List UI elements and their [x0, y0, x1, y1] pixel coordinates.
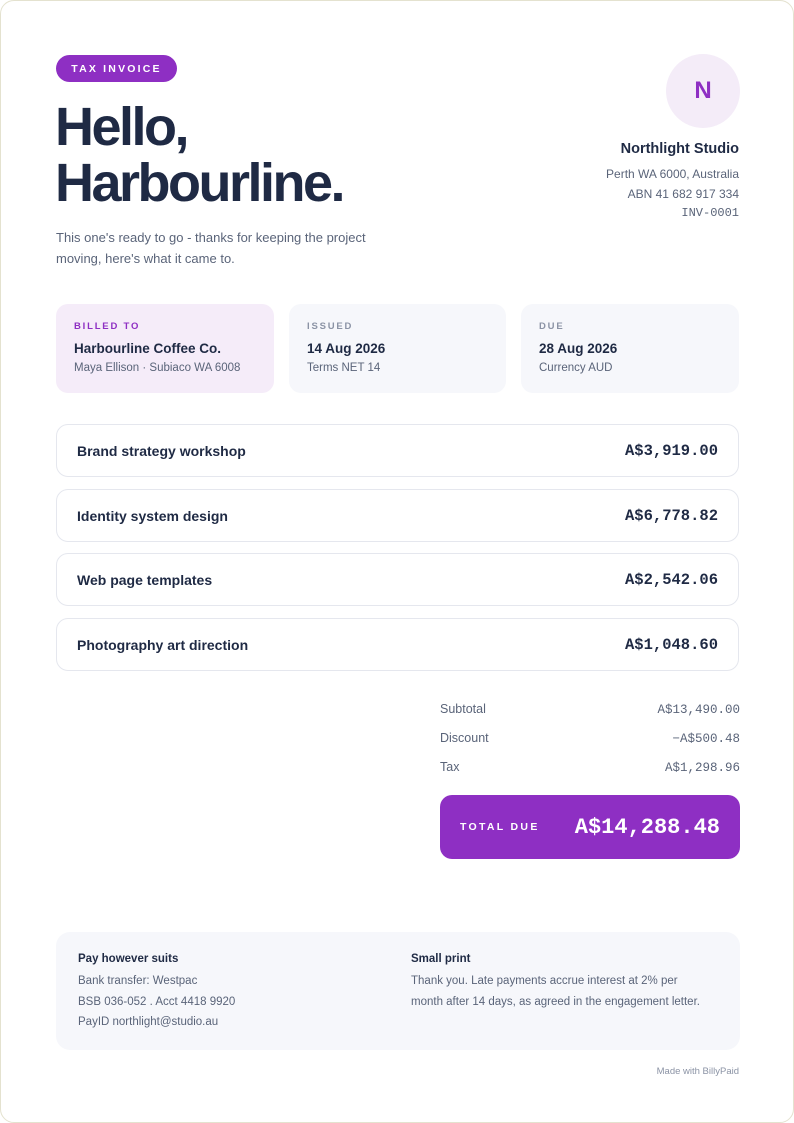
- payment-line-payid: PayID northlight@studio.au: [78, 1016, 219, 1028]
- billed-to-name: Harbourline Coffee Co.: [74, 341, 222, 356]
- line-item-description: Photography art direction: [77, 636, 249, 653]
- discount-value: −A$500.48: [672, 732, 740, 746]
- small-print-heading: Small print: [411, 953, 471, 965]
- sender-abn: ABN 41 682 917 334: [627, 186, 739, 201]
- line-item: [56, 424, 739, 477]
- intro-text: This one's ready to go - thanks for keeping the project moving, here's what it came to.: [56, 230, 366, 266]
- issued-card: [289, 304, 506, 393]
- issued-terms: Terms NET 14: [307, 362, 381, 374]
- payment-info: [78, 953, 378, 1033]
- due-label: DUE: [539, 321, 565, 332]
- line-item: [56, 618, 739, 671]
- line-item-amount: A$1,048.60: [624, 635, 718, 654]
- line-item: [56, 489, 739, 542]
- made-with-credit: Made with BillyPaid: [656, 1066, 739, 1077]
- sender-address: Perth WA 6000, Australia: [606, 167, 739, 181]
- billed-to-card: [56, 304, 274, 393]
- due-date: 28 Aug 2026: [539, 341, 618, 356]
- sender-name: Northlight Studio: [620, 141, 739, 157]
- tax-label: Tax: [440, 760, 460, 774]
- greeting-heading: [55, 99, 343, 211]
- greeting-line-2: Harbourline.: [55, 153, 344, 213]
- discount-label: Discount: [440, 731, 489, 745]
- line-item-description: Brand strategy workshop: [77, 442, 246, 459]
- invoice-number: INV-0001: [681, 206, 739, 220]
- line-item-amount: A$6,778.82: [624, 506, 718, 525]
- line-item-description: Identity system design: [77, 507, 228, 524]
- discount-row: [440, 731, 740, 746]
- small-print-text: Thank you. Late payments accrue interest at 2% per month after 14 days, as agreed in the engagement letter.: [411, 975, 700, 1008]
- payment-line-bank: Bank transfer: Westpac: [78, 975, 198, 987]
- issued-date: 14 Aug 2026: [307, 341, 386, 356]
- due-currency: Currency AUD: [539, 362, 613, 374]
- due-card: [521, 304, 739, 393]
- tax-invoice-badge: TAX INVOICE: [56, 55, 177, 82]
- subtotal-label: Subtotal: [440, 702, 486, 716]
- line-item-amount: A$3,919.00: [624, 441, 718, 460]
- line-item-description: Web page templates: [77, 571, 213, 588]
- billed-to-label: BILLED TO: [74, 321, 141, 332]
- total-due-box: [440, 795, 740, 859]
- subtotal-value: A$13,490.00: [657, 703, 740, 717]
- sender-block: [606, 141, 739, 224]
- sender-avatar: N: [666, 54, 740, 128]
- issued-label: ISSUED: [307, 321, 354, 332]
- line-item-amount: A$2,542.06: [624, 570, 718, 589]
- payment-line-bsb: BSB 036-052 . Acct 4418 9920: [78, 995, 236, 1008]
- payment-heading: Pay however suits: [78, 953, 179, 965]
- billed-to-detail: Maya Ellison · Subiaco WA 6008: [74, 362, 241, 374]
- total-due-value: A$14,288.48: [574, 814, 720, 840]
- subtotal-row: [440, 702, 740, 717]
- line-item: [56, 553, 739, 606]
- greeting-line-1: Hello,: [55, 97, 188, 157]
- total-due-label: TOTAL DUE: [460, 821, 540, 833]
- footer-panel: [56, 932, 740, 1050]
- tax-row: [440, 760, 740, 775]
- small-print: [411, 953, 711, 1012]
- tax-value: A$1,298.96: [664, 761, 740, 775]
